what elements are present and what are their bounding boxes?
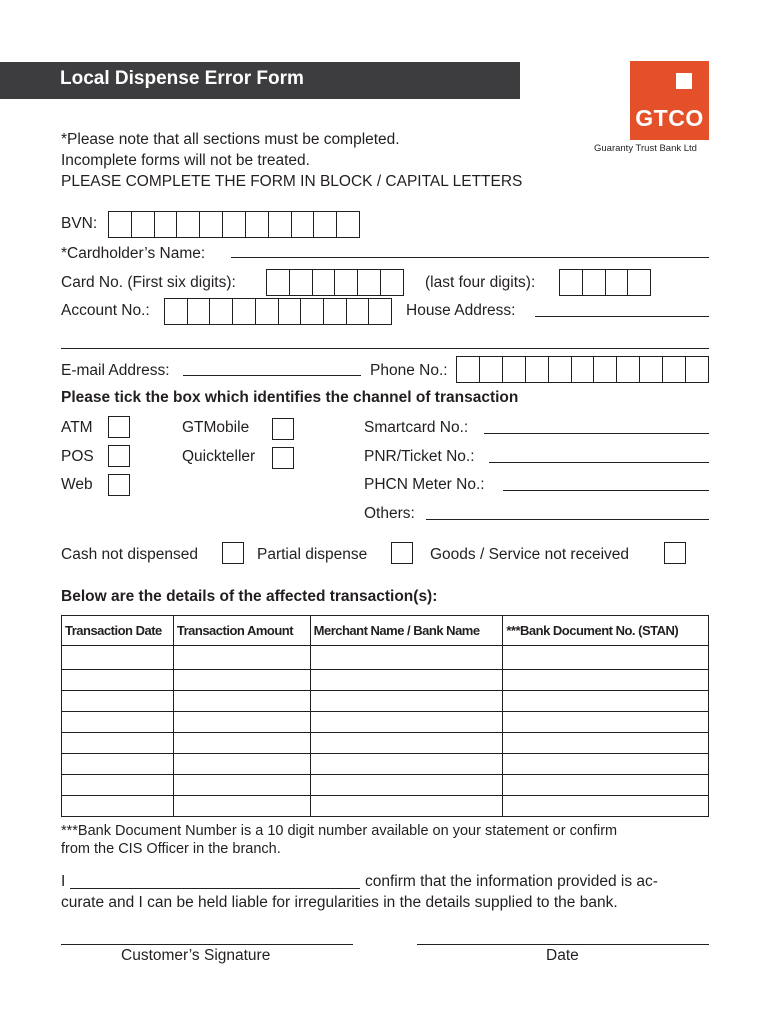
channel-heading: Please tick the box which identifies the channel of transaction <box>61 389 519 406</box>
declaration-suffix: confirm that the information provided is ac- <box>365 873 658 890</box>
table-header-row <box>62 616 709 646</box>
phcn-field[interactable] <box>503 490 709 491</box>
phone-label: Phone No.: <box>370 362 448 379</box>
others-field[interactable] <box>426 519 709 520</box>
date-line[interactable] <box>417 944 709 945</box>
gtco-logo <box>630 61 709 140</box>
goods-not-received-checkbox[interactable] <box>664 542 686 564</box>
email-field[interactable] <box>183 375 361 376</box>
table-row[interactable] <box>62 754 709 775</box>
cash-not-dispensed-checkbox[interactable] <box>222 542 244 564</box>
table-row[interactable] <box>62 775 709 796</box>
phone-boxes[interactable] <box>456 356 709 383</box>
account-label: Account No.: <box>61 302 150 319</box>
cardholder-label: *Cardholder’s Name: <box>61 245 206 262</box>
atm-checkbox[interactable] <box>108 416 130 438</box>
account-boxes[interactable] <box>164 298 392 325</box>
footnote-line-1: ***Bank Document Number is a 10 digit number available on your statement or confirm <box>61 823 618 839</box>
partial-dispense-checkbox[interactable] <box>391 542 413 564</box>
declaration-prefix: I <box>61 873 66 890</box>
col-transaction-amount: Transaction Amount <box>173 616 310 646</box>
transactions-table <box>61 615 709 817</box>
table-row[interactable] <box>62 646 709 670</box>
card-last-label: (last four digits): <box>425 274 536 291</box>
goods-not-received-label: Goods / Service not received <box>430 546 630 563</box>
email-label: E-mail Address: <box>61 362 170 379</box>
transactions-heading: Below are the details of the affected transaction(s): <box>61 588 438 605</box>
bvn-boxes[interactable] <box>108 211 360 238</box>
bvn-label: BVN: <box>61 215 98 232</box>
quickteller-label: Quickteller <box>182 448 256 465</box>
col-transaction-date: Transaction Date <box>62 616 174 646</box>
atm-label: ATM <box>61 419 93 436</box>
declaration-line-2: curate and I can be held liable for irregularities in the details supplied to the bank. <box>61 894 618 911</box>
footnote-line-2: from the CIS Officer in the branch. <box>61 841 281 857</box>
table-row[interactable] <box>62 733 709 754</box>
gtmobile-label: GTMobile <box>182 419 250 436</box>
card-first-six-boxes[interactable] <box>266 269 404 296</box>
web-checkbox[interactable] <box>108 474 130 496</box>
others-label: Others: <box>364 505 415 522</box>
note-line-2: Incomplete forms will not be treated. <box>61 152 310 169</box>
col-merchant-name: Merchant Name / Bank Name <box>310 616 503 646</box>
quickteller-checkbox[interactable] <box>272 447 294 469</box>
customer-signature-line[interactable] <box>61 944 353 945</box>
page-title: Local Dispense Error Form <box>60 68 304 89</box>
pos-label: POS <box>61 448 94 465</box>
declaration-name-field[interactable] <box>70 888 360 889</box>
smartcard-field[interactable] <box>484 433 709 434</box>
logo-square-icon <box>676 73 692 89</box>
table-row[interactable] <box>62 670 709 691</box>
table-row[interactable] <box>62 796 709 817</box>
card-last-four-boxes[interactable] <box>559 269 651 296</box>
address-field[interactable] <box>535 316 709 317</box>
gtmobile-checkbox[interactable] <box>272 418 294 440</box>
col-bank-document-no: ***Bank Document No. (STAN) <box>503 616 709 646</box>
card-first-label: Card No. (First six digits): <box>61 274 236 291</box>
note-line-3: PLEASE COMPLETE THE FORM IN BLOCK / CAPITAL LETTERS <box>61 173 523 190</box>
phcn-label: PHCN Meter No.: <box>364 476 485 493</box>
cash-not-dispensed-label: Cash not dispensed <box>61 546 199 563</box>
pnr-label: PNR/Ticket No.: <box>364 448 475 465</box>
address-label: House Address: <box>406 302 516 319</box>
note-line-1: *Please note that all sections must be completed. <box>61 131 400 148</box>
cardholder-field[interactable] <box>231 257 709 258</box>
table-row[interactable] <box>62 712 709 733</box>
bank-name: Guaranty Trust Bank Ltd <box>594 143 697 154</box>
partial-dispense-label: Partial dispense <box>257 546 368 563</box>
pos-checkbox[interactable] <box>108 445 130 467</box>
web-label: Web <box>61 476 93 493</box>
customer-signature-label: Customer’s Signature <box>121 947 271 964</box>
date-label: Date <box>546 947 579 964</box>
address-field-line-2[interactable] <box>61 348 709 349</box>
logo-text: GTCO <box>635 105 704 131</box>
pnr-field[interactable] <box>489 462 709 463</box>
table-row[interactable] <box>62 691 709 712</box>
smartcard-label: Smartcard No.: <box>364 419 469 436</box>
